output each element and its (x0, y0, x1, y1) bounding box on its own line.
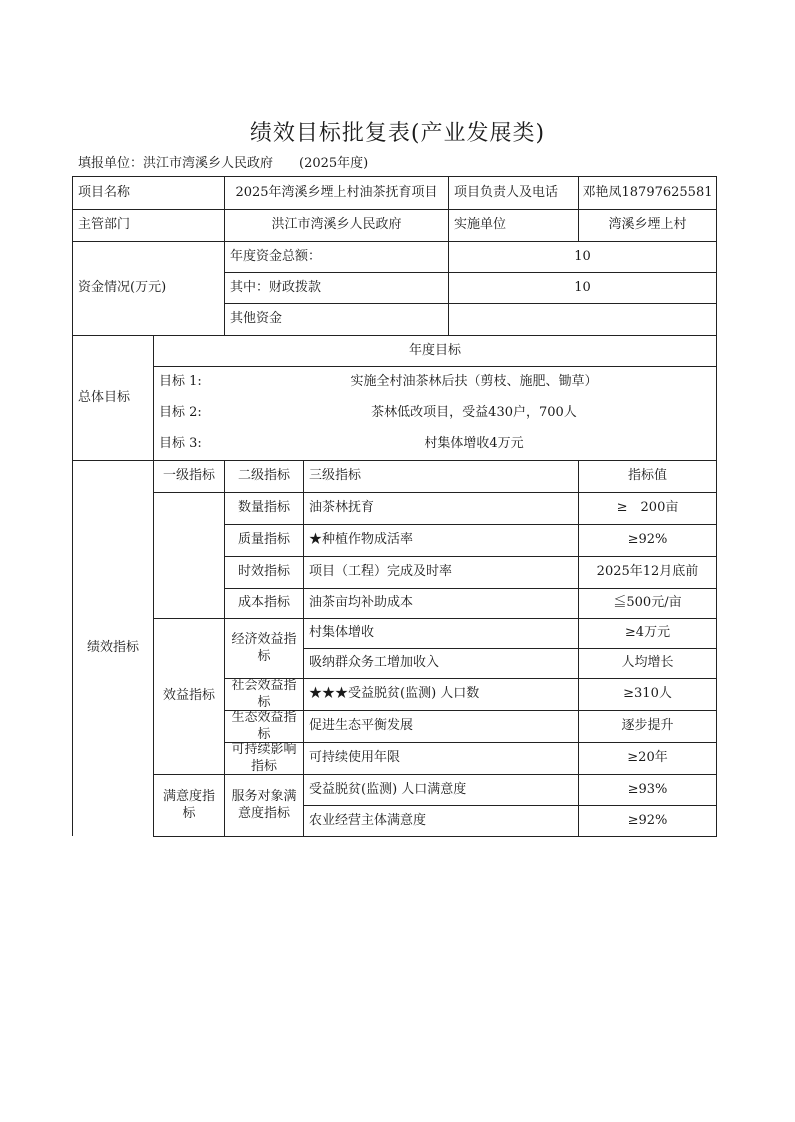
perf-label: 绩效指标 (86, 640, 139, 656)
indicator-name: ★种植作物成活率 (309, 532, 414, 548)
contact-value: 邓艳凤18797625581 (582, 184, 713, 200)
header-value: 指标值 (627, 468, 667, 484)
project-name-value: 2025年湾溪乡堙上村油茶抚育项目 (235, 184, 438, 200)
funds-total-label: 年度资金总额： (230, 248, 322, 264)
goal-3-label: 目标 3: (159, 436, 202, 452)
level1-output (154, 493, 224, 618)
funds-label: 资金情况(万元) (78, 280, 167, 296)
indicator-value: ≥4万元 (624, 625, 671, 641)
funds-other-label: 其他资金 (230, 311, 283, 327)
goals-header: 年度目标 (408, 342, 461, 358)
level2-quantity: 数量指标 (237, 500, 290, 516)
indicator-value: ≥20年 (627, 750, 668, 766)
level2-service: 服务对象满意度指标 (231, 789, 297, 821)
dept-value: 洪江市湾溪乡人民政府 (271, 217, 402, 233)
indicator-value: ≥92% (627, 532, 668, 548)
indicator-name: 促进生态平衡发展 (309, 718, 414, 734)
contact-label: 项目负责人及电话 (454, 184, 559, 200)
funds-total-value: 10 (574, 248, 591, 264)
indicator-name: 项目（工程）完成及时率 (309, 564, 453, 580)
goals-label: 总体目标 (78, 389, 131, 405)
funds-fiscal-label: 其中：财政拨款 (230, 279, 322, 295)
level2-ecological: 生态效益指标 (231, 711, 297, 742)
level2-sustainable: 可持续影响指标 (231, 743, 297, 774)
level2-economic: 经济效益指标 (231, 632, 297, 664)
indicator-name: 可持续使用年限 (309, 750, 401, 766)
indicator-name: 受益脱贫(监测) 人口满意度 (309, 781, 467, 797)
level2-cost: 成本指标 (237, 595, 290, 611)
funds-other-value (449, 304, 716, 335)
indicator-name: 农业经营主体满意度 (309, 812, 427, 828)
indicator-name: ★★★受益脱贫(监测) 人口数 (309, 686, 480, 702)
header-level3: 三级指标 (309, 468, 362, 484)
report-year: (2025年度) (299, 156, 369, 171)
indicator-value: 2025年12月底前 (596, 564, 699, 580)
indicator-name: 油茶林抚育 (309, 500, 375, 516)
header-level1: 一级指标 (162, 468, 215, 484)
indicator-value: ≥93% (627, 781, 668, 797)
indicator-name: 吸纳群众务工增加收入 (309, 655, 440, 671)
indicator-name: 村集体增收 (309, 625, 375, 641)
indicator-value: ≥92% (627, 812, 668, 828)
project-name-label: 项目名称 (78, 184, 131, 200)
goal-2-text: 茶林低改项目，受益430户，700人 (371, 405, 577, 421)
indicator-value: ≥ 200亩 (616, 500, 679, 516)
level2-timeliness: 时效指标 (237, 564, 290, 580)
impl-label: 实施单位 (454, 217, 507, 233)
impl-value: 湾溪乡堙上村 (608, 217, 687, 233)
indicator-value: ≥310人 (623, 686, 672, 702)
indicator-value: ≦500元/亩 (613, 595, 682, 611)
reporting-unit-line (78, 152, 368, 171)
level1-satisfaction: 满意度指标 (162, 789, 215, 821)
goal-1-text: 实施全村油茶林后扶（剪枝、施肥、锄草） (350, 374, 598, 390)
dept-label: 主管部门 (78, 217, 131, 233)
goal-1-label: 目标 1: (159, 374, 202, 390)
indicator-value: 人均增长 (621, 655, 674, 671)
form-title: 绩效目标批复表(产业发展类) (249, 121, 546, 146)
goal-2-label: 目标 2: (159, 405, 202, 421)
indicator-value: 逐步提升 (621, 718, 674, 734)
level2-social: 社会效益指标 (231, 679, 297, 710)
header-level2: 二级指标 (237, 468, 290, 484)
level2-quality: 质量指标 (237, 532, 290, 548)
goal-3-text: 村集体增收4万元 (424, 436, 524, 452)
reporting-unit: 填报单位：洪江市湾溪乡人民政府 (78, 156, 274, 171)
indicator-name: 油茶亩均补助成本 (309, 595, 414, 611)
level1-benefit: 效益指标 (162, 688, 215, 704)
funds-fiscal-value: 10 (574, 279, 591, 295)
